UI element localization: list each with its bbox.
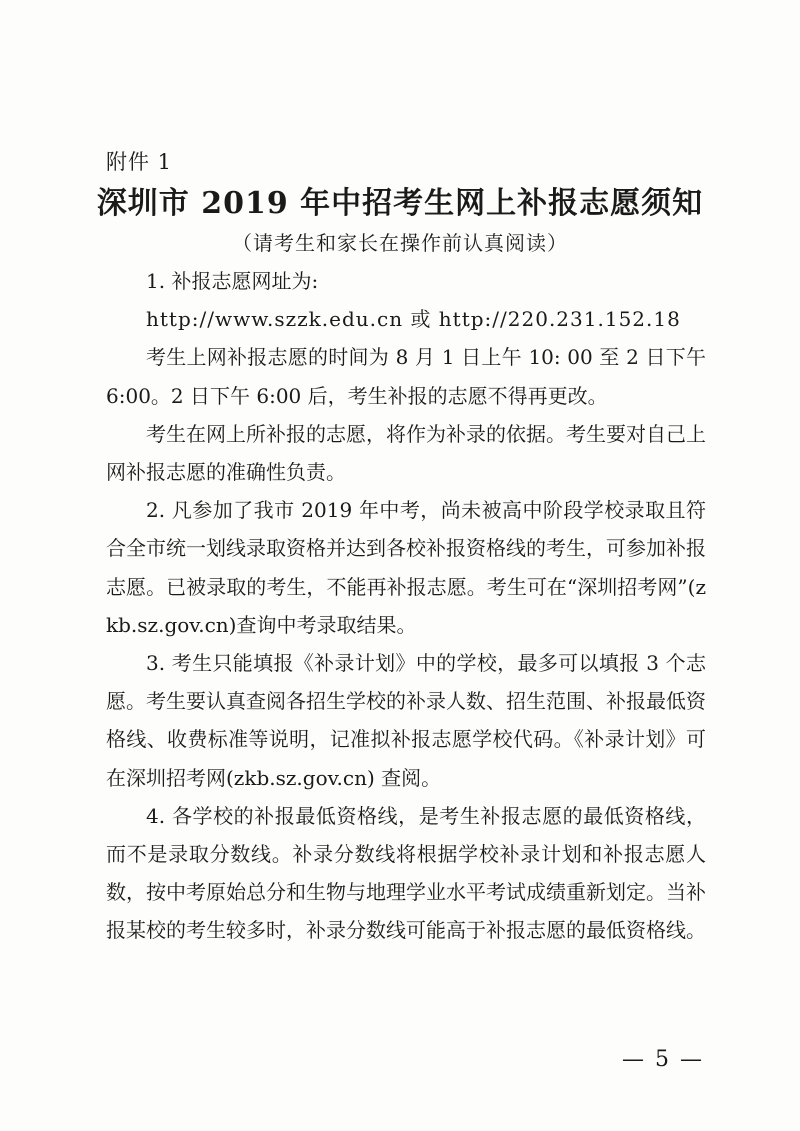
page-number: — 5 —	[622, 1047, 704, 1072]
document-subtitle: （请考生和家长在操作前认真阅读）	[232, 231, 568, 255]
document-title: 深圳市 2019 年中招考生网上补报志愿须知	[96, 186, 704, 221]
document-body	[106, 262, 706, 950]
paragraph-plan: 3. 考生只能填报《补录计划》中的学校，最多可以填报 3 个志愿。考生要认真查阅各招生学校的补录人数、招生范围、补报最低资格线、收费标准等说明，记准拟补报志愿学校代码。《补录计划》可在深圳招考网(zkb.sz.gov.cn) 查阅。	[106, 651, 706, 790]
paragraph-eligibility: 2. 凡参加了我市 2019 年中考，尚未被高中阶段学校录取且符合全市统一划线录取资格并达到各校补报资格线的考生，可参加补报志愿。已被录取的考生，不能再补报志愿。考生可在“深圳招考网”(zkb.sz.gov.cn)查询中考录取结果。	[106, 498, 706, 637]
paragraph-website-urls: http://www.szzk.edu.cn 或 http://220.231.152.18	[146, 307, 681, 332]
paragraph-time: 考生上网补报志愿的时间为 8 月 1 日上午 10: 00 至 2 日下午 6:00。2 日下午 6:00 后，考生补报的志愿不得再更改。	[106, 345, 706, 408]
attachment-label: 附件 1	[106, 150, 173, 174]
paragraph-website-heading: 1. 补报志愿网址为:	[146, 269, 319, 293]
paragraph-score-line: 4. 各学校的补报最低资格线，是考生补报志愿的最低资格线，而不是录取分数线。补录分数线将根据学校补录计划和补报志愿人数，按中考原始总分和生物与地理学业水平考试成绩重新划定。当补报某校的考生较多时，补录分数线可能高于补报志愿的最低资格线。	[106, 803, 706, 943]
paragraph-basis: 考生在网上所补报的志愿，将作为补录的依据。考生要对自己上网补报志愿的准确性负责。	[106, 421, 706, 485]
